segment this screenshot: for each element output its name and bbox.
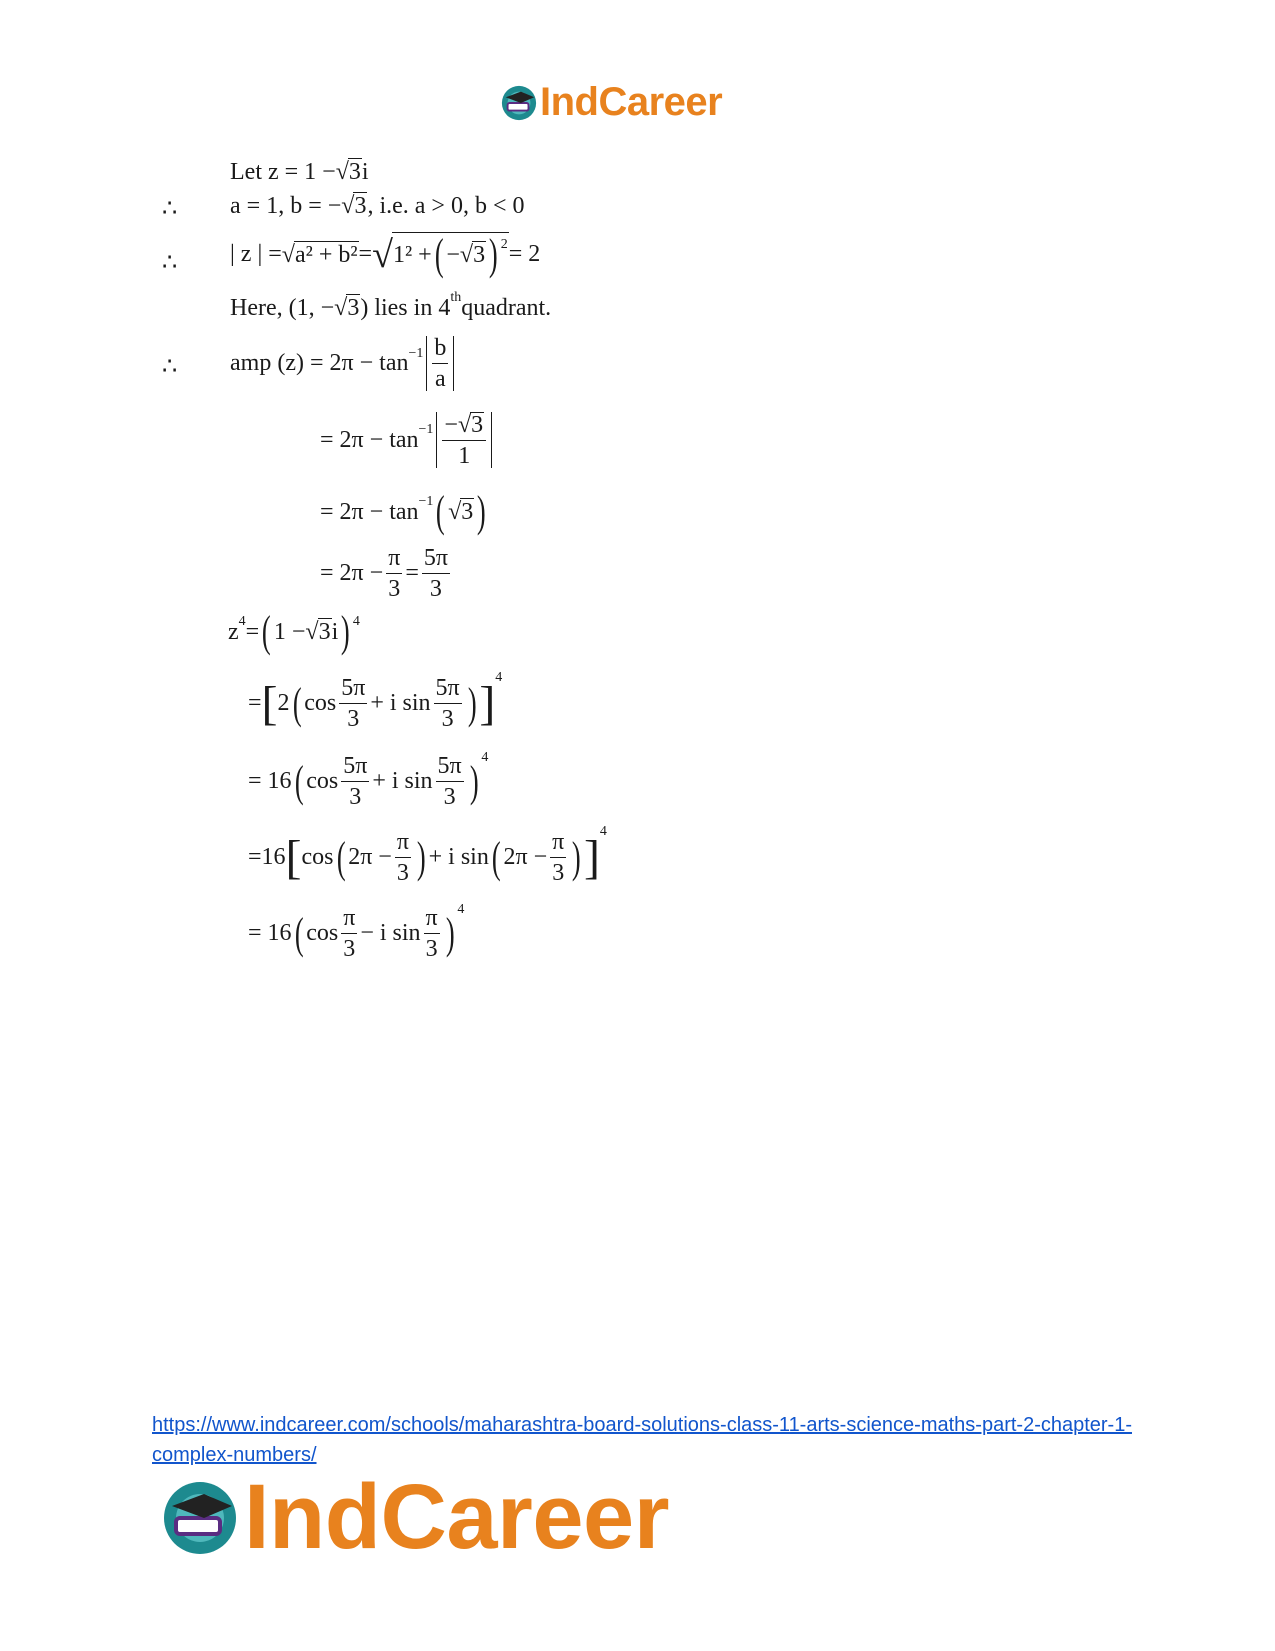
text: amp (z) = 2π − tan (230, 350, 409, 376)
paren: ( (292, 678, 302, 728)
math-line-10 (248, 669, 503, 732)
sqrt (458, 412, 484, 437)
numerator (442, 412, 486, 441)
text: =16 (248, 844, 286, 870)
sqrt (448, 498, 474, 526)
sqrt (460, 241, 486, 269)
footer-logo-text: IndCareer (244, 1466, 669, 1568)
math-line-1 (230, 158, 369, 186)
denominator: 3 (396, 860, 409, 886)
numerator: 5π (434, 676, 462, 704)
text: + i sin (428, 844, 489, 870)
superscript: th (450, 290, 462, 305)
math-line-2 (230, 192, 524, 220)
denominator: 3 (552, 860, 565, 886)
superscript: 2 (500, 237, 508, 252)
superscript: −1 (408, 345, 424, 361)
radical-sign: √ (341, 193, 355, 219)
radical-sign: √ (305, 619, 319, 645)
header-logo (500, 80, 722, 125)
text: = (248, 690, 262, 716)
graduation-book-icon (500, 84, 538, 122)
header-logo-text: IndCareer (540, 80, 723, 124)
denominator: 3 (343, 936, 356, 962)
paren: ) (488, 230, 498, 279)
paren: ) (416, 832, 426, 882)
fraction (386, 546, 402, 601)
graduation-book-icon (160, 1478, 240, 1558)
superscript: −1 (418, 494, 434, 509)
radicand: 3 (461, 499, 474, 525)
text: cos (301, 844, 334, 870)
radicand: 3 (354, 193, 367, 219)
text: = (245, 618, 260, 645)
text: Here, (1, − (230, 294, 335, 321)
bracket: [ (285, 830, 302, 884)
fraction (550, 830, 566, 885)
paren: ) (572, 832, 582, 882)
math-line-11 (248, 749, 489, 810)
denominator: 3 (441, 706, 454, 732)
paren: ( (436, 487, 446, 536)
therefore-symbol: ∴ (162, 354, 178, 380)
text: quadrant. (461, 294, 552, 321)
fraction (442, 412, 486, 468)
math-line-4 (230, 290, 552, 322)
text: | z | = (230, 241, 282, 267)
fraction (424, 906, 440, 961)
superscript: 4 (599, 823, 607, 839)
text: + i sin (372, 768, 433, 794)
sqrt (334, 294, 360, 322)
radicand (392, 232, 509, 277)
text: = 16 (248, 768, 292, 794)
math-line-6 (320, 412, 495, 468)
denominator: 3 (388, 576, 401, 602)
text: i (331, 618, 339, 645)
numerator: π (550, 830, 566, 858)
text: = 2π − tan (320, 426, 419, 453)
superscript: 4 (495, 669, 503, 685)
sqrt (372, 232, 509, 277)
radicand: 3 (473, 242, 486, 268)
superscript: 4 (481, 749, 489, 765)
therefore-symbol: ∴ (162, 250, 178, 276)
numerator: π (386, 546, 402, 574)
numerator: b (432, 336, 448, 364)
text: , i.e. a > 0, b < 0 (367, 192, 525, 219)
paren: ( (294, 908, 304, 958)
radicand: 3 (471, 412, 484, 438)
fraction (432, 336, 448, 391)
math-line-9 (228, 607, 360, 656)
radical-sign: √ (459, 242, 474, 268)
text: 2 (277, 690, 290, 716)
fraction (341, 906, 357, 961)
superscript: 4 (457, 901, 465, 917)
paren: ( (294, 756, 304, 806)
radical-sign: √ (334, 295, 348, 321)
source-url-link[interactable]: https://www.indcareer.com/schools/maharashtra-board-solutions-class-11-arts-science-maths-part-2-chapter-1-complex-numbers/ (152, 1414, 1132, 1466)
text: − (446, 241, 460, 268)
radical-sign: √ (372, 234, 393, 276)
numerator: 5π (341, 754, 369, 782)
denominator: a (435, 366, 446, 392)
text: = 16 (248, 920, 292, 946)
fraction (434, 676, 462, 731)
paren: ) (445, 908, 455, 958)
radical-sign: √ (448, 499, 462, 525)
superscript: −1 (418, 422, 434, 437)
text: Let z = 1 − (230, 158, 336, 185)
paren: ( (491, 832, 501, 882)
bracket: ] (583, 830, 600, 884)
numerator: π (424, 906, 440, 934)
absolute-value (436, 412, 492, 468)
text: = (405, 560, 419, 586)
paren: ) (467, 678, 477, 728)
footer-logo (160, 1465, 669, 1570)
radicand: a² + b² (294, 241, 358, 268)
superscript: 4 (352, 614, 360, 629)
text: = 2π − (320, 560, 384, 586)
text: − (444, 412, 458, 438)
math-line-13 (248, 901, 465, 962)
text: cos (304, 690, 337, 716)
paren: ( (262, 607, 271, 656)
radicand: 3 (348, 159, 361, 185)
numerator: π (395, 830, 411, 858)
numerator: 5π (422, 546, 450, 574)
bracket: [ (261, 676, 278, 730)
text: i (361, 158, 369, 185)
paren: ) (341, 607, 350, 656)
fraction (339, 676, 367, 731)
text: = (358, 241, 373, 267)
bracket: ] (479, 676, 496, 730)
text: ) lies in 4 (360, 294, 451, 321)
radical-sign: √ (335, 159, 349, 185)
text: cos (306, 920, 339, 946)
fraction (341, 754, 369, 809)
paren: ( (336, 832, 346, 882)
paren: ) (469, 756, 479, 806)
denominator: 3 (425, 936, 438, 962)
text: 1² + (392, 241, 432, 268)
text: 2π − (348, 844, 392, 870)
denominator: 3 (429, 576, 442, 602)
therefore-symbol: ∴ (162, 196, 178, 222)
denominator: 3 (443, 784, 456, 810)
text: z (228, 618, 239, 645)
radicand: 3 (347, 295, 360, 321)
text: 2π − (503, 844, 548, 870)
denominator: 3 (349, 784, 362, 810)
math-line-3 (230, 232, 540, 277)
superscript: 4 (238, 614, 246, 629)
absolute-value (426, 336, 454, 391)
fraction (395, 830, 411, 885)
text: = 2 (508, 241, 541, 267)
paren: ( (434, 230, 444, 279)
radical-sign: √ (457, 412, 472, 438)
math-line-12 (248, 823, 607, 886)
numerator: 5π (339, 676, 367, 704)
sqrt (341, 192, 367, 220)
text: a = 1, b = − (230, 192, 342, 219)
sqrt (305, 618, 331, 646)
text: = 2π − tan (320, 498, 419, 525)
sqrt (336, 158, 362, 186)
numerator: 5π (436, 754, 464, 782)
math-line-5 (230, 336, 457, 391)
math-line-8 (320, 546, 453, 601)
math-line-7 (320, 487, 489, 536)
text: − i sin (360, 920, 421, 946)
sqrt (282, 241, 359, 269)
text: cos (306, 768, 339, 794)
denominator: 3 (347, 706, 360, 732)
radicand: 3 (318, 619, 331, 645)
text: 1 − (273, 618, 306, 645)
radical-sign: √ (281, 241, 295, 268)
denominator: 1 (458, 443, 471, 469)
numerator: π (341, 906, 357, 934)
fraction (436, 754, 464, 809)
paren: ) (477, 487, 486, 536)
fraction (422, 546, 450, 601)
text: + i sin (370, 690, 431, 716)
